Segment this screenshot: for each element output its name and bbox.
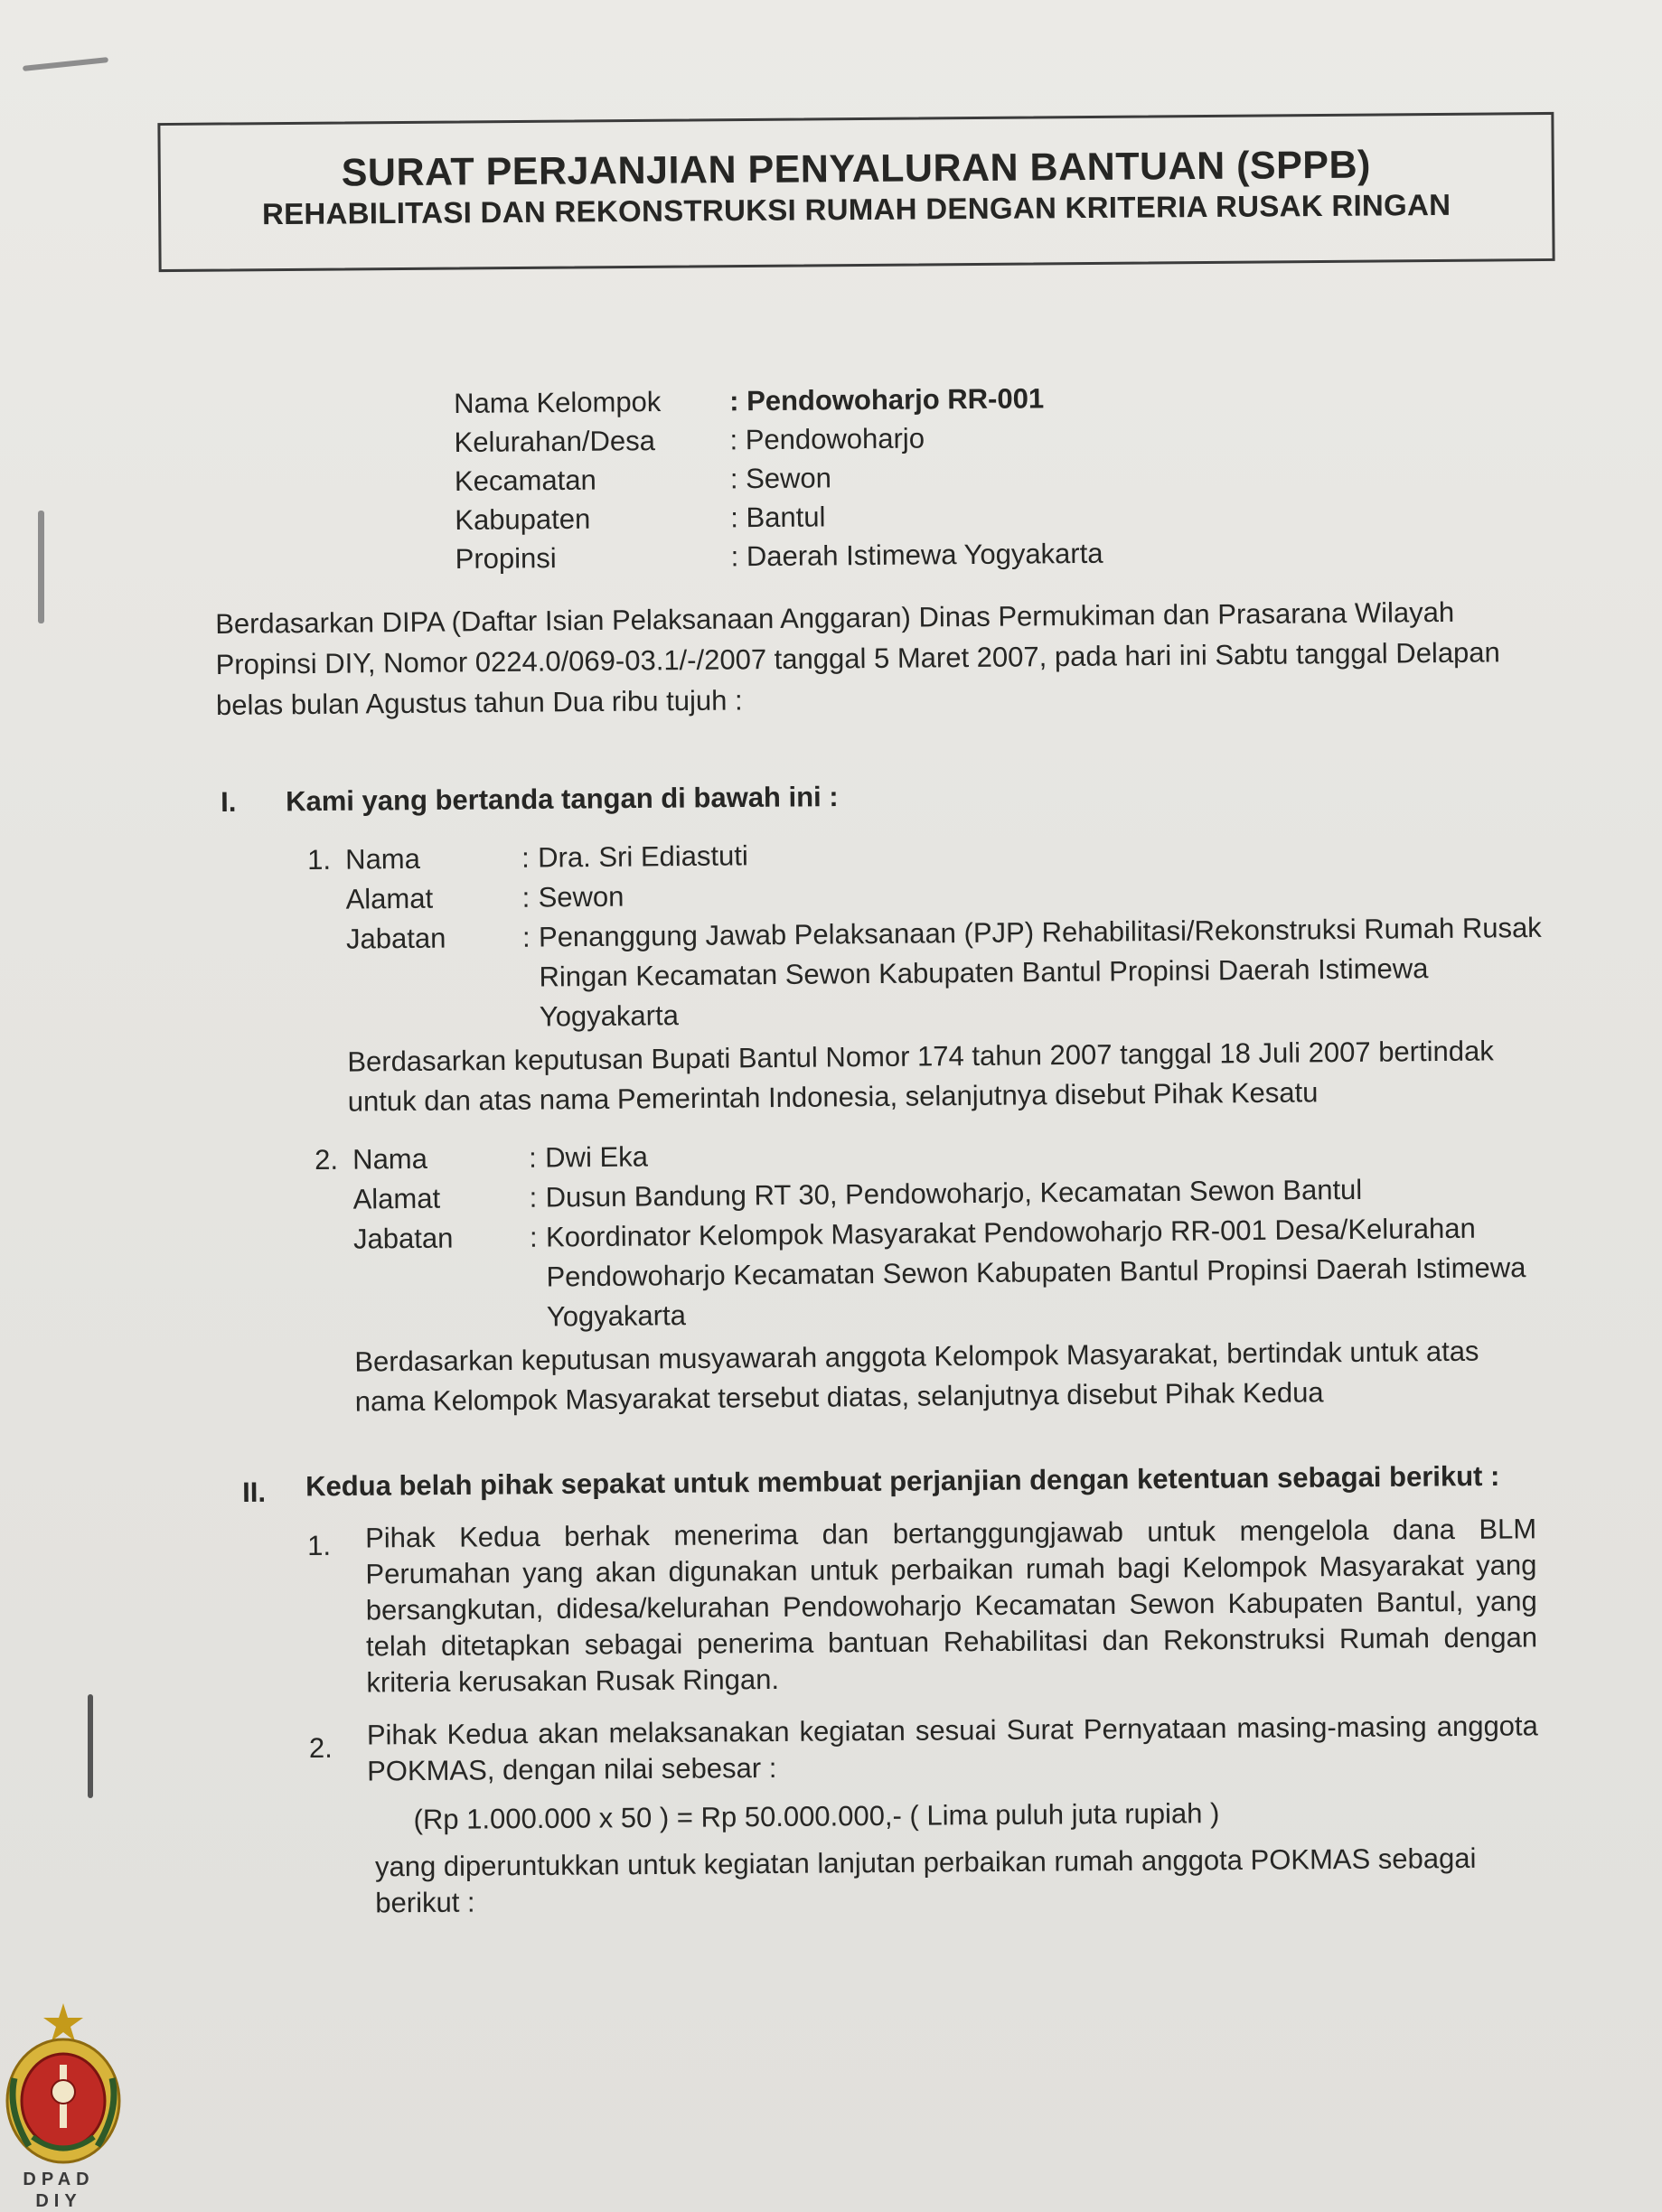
seal-caption-line: DPAD (23, 2170, 95, 2189)
funding-calculation: (Rp 1.000.000 x 50 ) = Rp 50.000.000,- ( Lima puluh juta rupiah ) (413, 1797, 1220, 1836)
party-position: Koordinator Kelompok Masyarakat Pendowoharjo RR-001 Desa/Kelurahan Pendowoharjo Kecamatan Sewon Kabupaten Bantul Propinsi Daerah Istimewa Yogyakarta (545, 1212, 1526, 1333)
info-row (455, 534, 1103, 578)
party-statement-row (309, 1031, 1546, 1122)
document-subtitle: REHABILITASI DAN REKONSTRUKSI RUMAH DENGAN KRITERIA RUSAK RINGAN (261, 187, 1451, 231)
section-1-heading (221, 781, 839, 819)
field-label: Jabatan (345, 922, 446, 955)
field-label: Alamat (345, 882, 434, 915)
section-number: I. (221, 785, 237, 818)
info-label: Nama Kelompok (454, 385, 662, 419)
field-colon: : (529, 1181, 538, 1214)
document-title: SURAT PERJANJIAN PENYALURAN BANTUAN (SPPB) (341, 143, 1372, 195)
party-statement-row (316, 1331, 1548, 1422)
info-value: : Pendowoharjo (729, 421, 925, 455)
info-row (455, 456, 1103, 501)
field-colon: : (521, 841, 530, 874)
agreement-terms-list (307, 1511, 1540, 1938)
info-row (454, 379, 1102, 423)
staple-top (23, 57, 108, 71)
list-item (309, 1708, 1540, 1922)
party-2-block (315, 1129, 1548, 1422)
staple-left-upper (38, 511, 44, 623)
seal-caption-line: DIY (35, 2191, 82, 2211)
item-number: 1. (307, 1529, 332, 1561)
section-title: Kedua belah pihak sepakat untuk membuat perjanjian dengan ketentuan sebagai berikut : (305, 1459, 1500, 1503)
info-value: : Daerah Istimewa Yogyakarta (730, 537, 1103, 572)
party-name: Dra. Sri Ediastuti (538, 839, 748, 874)
info-label: Kecamatan (454, 464, 596, 497)
title-box (157, 112, 1554, 272)
info-value: : Pendowoharjo RR-001 (729, 381, 1045, 417)
party-statement: Berdasarkan keputusan musyawarah anggota Kelompok Masyarakat, bertindak untuk atas nama Kelompok Masyarakat tersebut diatas, selanjutnya disebut Pihak Kedua (354, 1335, 1479, 1418)
field-label: Alamat (352, 1182, 441, 1215)
section-number: II. (242, 1476, 267, 1508)
field-label: Nama (345, 842, 421, 876)
party-number: 1. (307, 843, 332, 876)
field-colon: : (521, 921, 531, 953)
party-row (315, 1208, 1547, 1339)
list-item (307, 1511, 1538, 1701)
party-position: Penanggung Jawab Pelaksanaan (PJP) Rehabilitasi/Rekonstruksi Rumah Rusak Ringan Kecamatan Sewon Kabupaten Bantul Propinsi Daerah Istimewa Yogyakarta (538, 911, 1542, 1033)
field-colon: : (521, 881, 531, 914)
field-label: Jabatan (352, 1222, 454, 1255)
item-text: Pihak Kedua berhak menerima dan bertanggungjawab untuk mengelola dana BLM Perumahan yang akan digunakan untuk perbaikan rumah bagi Kelompok Masyarakat yang bersangkutan, didesa/kelurahan Pendowoharjo Kecamatan Sewon Kabupaten Bantul, yang telah ditetapkan sebagai penerima bantuan Rehabilitasi dan Rekonstruksi Rumah dengan kriteria kerusakan Rusak Ringan. (365, 1513, 1538, 1699)
info-label: Propinsi (455, 541, 557, 575)
party-row (308, 908, 1545, 1039)
party-1-block (307, 829, 1546, 1122)
item-text: Pihak Kedua akan melaksanakan kegiatan sesuai Surat Pernyataan masing-masing anggota POKMAS, dengan nilai sebesar : (366, 1710, 1538, 1787)
party-address: Sewon (538, 880, 624, 914)
item-follow-text: yang diperuntukkan untuk kegiatan lanjutan perbaikan rumah anggota POKMAS sebagai berikut : (374, 1842, 1477, 1919)
item-number: 2. (308, 1731, 333, 1764)
info-label: Kelurahan/Desa (454, 424, 656, 458)
field-colon: : (529, 1141, 537, 1174)
group-info-block (454, 379, 1103, 578)
intro-paragraph: Berdasarkan DIPA (Daftar Isian Pelaksanaan Anggaran) Dinas Permukiman dan Prasarana Wilayah Propinsi DIY, Nomor 0224.0/069-03.1/-/2007 tanggal 5 Maret 2007, pada hari ini Sabtu tanggal Delapan belas bulan Agustus tahun Dua ribu tujuh : (215, 595, 1500, 721)
section-2-heading (242, 1460, 1500, 1509)
staple-left-lower (88, 1694, 93, 1798)
party-number: 2. (315, 1143, 339, 1176)
info-value: : Bantul (730, 500, 826, 533)
field-colon: : (529, 1221, 538, 1253)
info-row (455, 495, 1103, 539)
party-address: Dusun Bandung RT 30, Pendowoharjo, Kecamatan Sewon Bantul (545, 1173, 1363, 1214)
seal-caption (9, 2169, 108, 2212)
info-label: Kabupaten (455, 502, 591, 536)
party-statement: Berdasarkan keputusan Bupati Bantul Nomor 174 tahun 2007 tanggal 18 Juli 2007 bertindak untuk dan atas nama Pemerintah Indonesia, selanjutnya disebut Pihak Kesatu (347, 1035, 1494, 1118)
field-label: Nama (352, 1142, 428, 1176)
info-value: : Sewon (729, 461, 832, 494)
info-row (454, 417, 1102, 462)
party-name: Dwi Eka (545, 1140, 649, 1174)
section-title: Kami yang bertanda tangan di bawah ini : (285, 781, 839, 818)
